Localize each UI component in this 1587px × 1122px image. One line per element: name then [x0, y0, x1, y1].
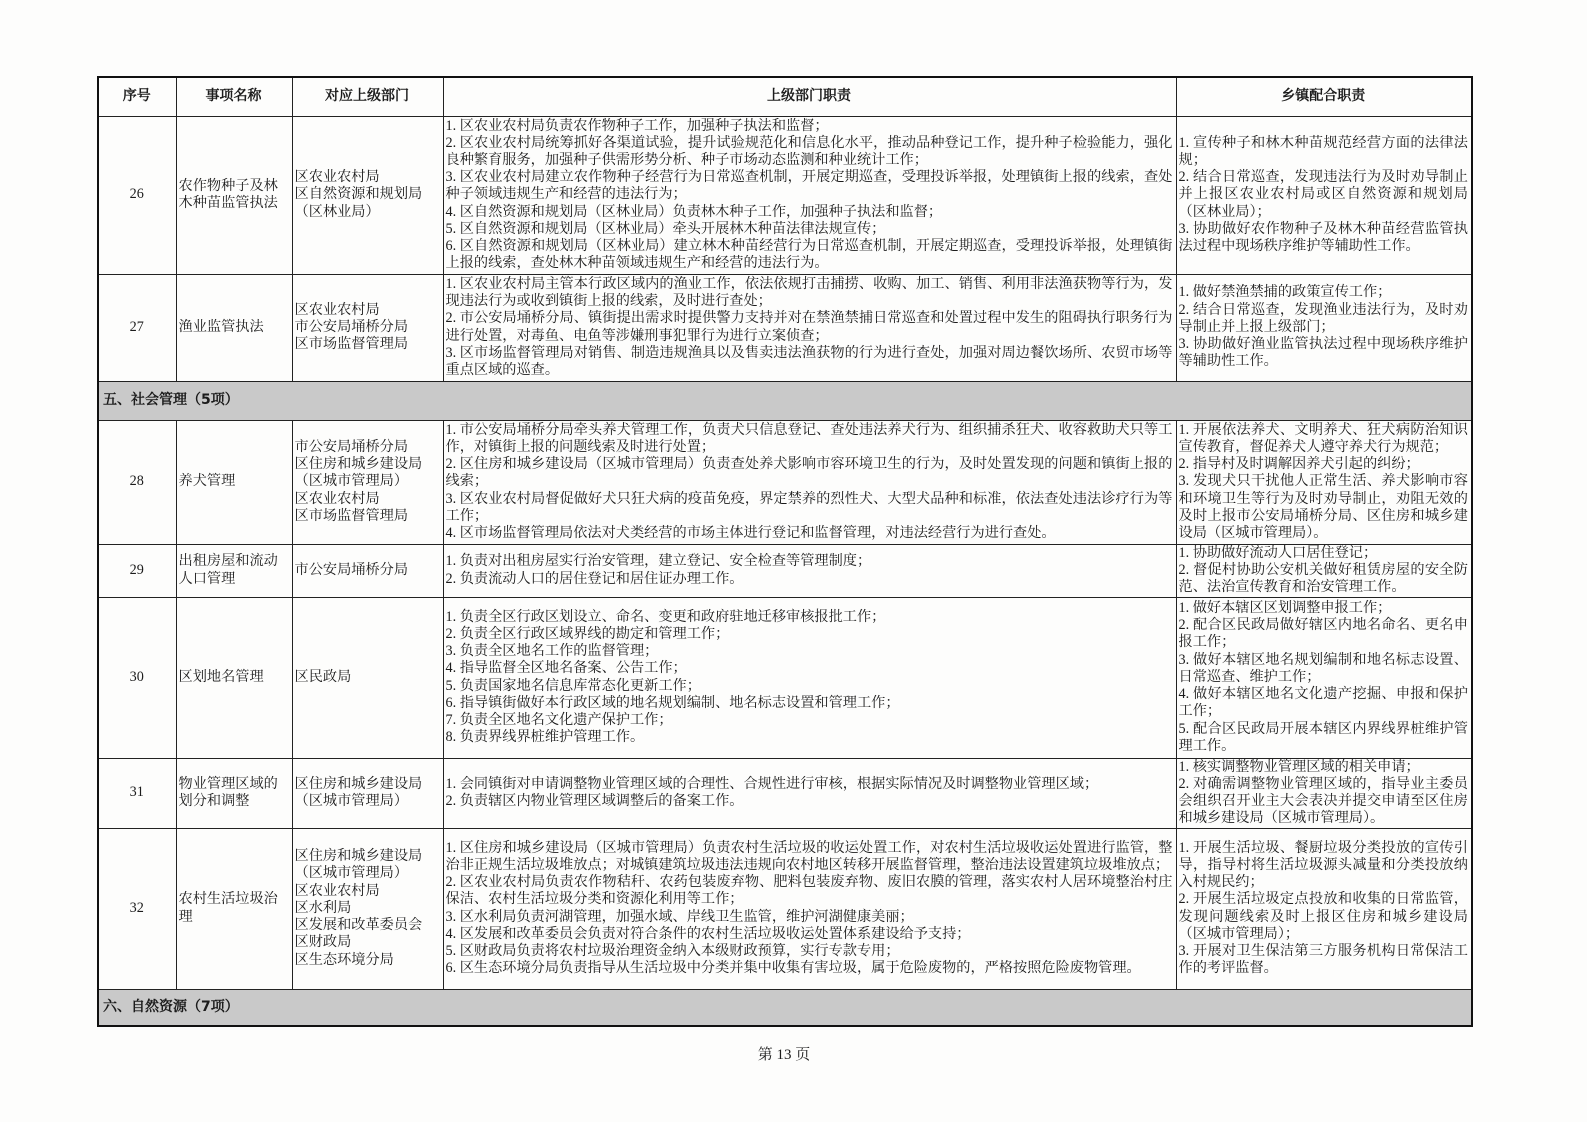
department: 区市场监督管理局 [294, 507, 409, 524]
department: 区农业农村局 [294, 169, 380, 186]
town-duty-item: 2. 督促村协助公安机关做好租赁房屋的安全防范、法治宣传教育和治安管理工作。 [1178, 561, 1468, 596]
item-number: 26 [98, 116, 176, 274]
duty-item: 2. 负责全区行政区域界线的勘定和管理工作； [445, 625, 730, 642]
table-row [98, 116, 1472, 274]
item-name: 农作物种子及林木种苗监管执法 [176, 116, 292, 274]
duty-item: 1. 区农业农村局主管本行政区域内的渔业工作，依法依规打击捕捞、收购、加工、销售、利用非法渔获物等行为，发现违法行为或收到镇街上报的线索，及时进行查处； [445, 275, 1173, 310]
duty-item: 5. 区自然资源和规划局（区林业局）牵头开展林木种苗法律法规宣传； [445, 220, 886, 237]
duty-item: 3. 负责全区地名工作的监督管理； [445, 643, 659, 660]
duty-item: 1. 负责全区行政区划设立、命名、变更和政府驻地迁移审核报批工作； [445, 608, 886, 625]
duty-item: 4. 区发展和改革委员会负责对符合条件的农村生活垃圾收运处置体系建设给予支持； [445, 925, 971, 942]
town-duty-item: 3. 发现犬只干扰他人正常生活、养犬影响市容和环境卫生等行为及时劝导制止，劝阻无效的及时上报市公安局埇桥分局、区住房和城乡建设局（区城市管理局）。 [1178, 473, 1468, 541]
item-name: 物业管理区域的划分和调整 [176, 758, 292, 828]
department: 区市场监督管理局 [294, 336, 409, 353]
duty-item: 1. 市公安局埇桥分局牵头养犬管理工作，负责犬只信息登记、查处违法养犬行为、组织捕杀狂犬、收容救助犬只等工作，对镇街上报的问题线索及时进行处置； [445, 421, 1173, 455]
departments-cell [292, 274, 443, 381]
superior-duties-cell [443, 544, 1176, 597]
item-number: 32 [98, 828, 176, 989]
department: 区住房和城乡建设局 [294, 775, 423, 792]
department: 区农业农村局 [294, 882, 380, 899]
duty-item: 7. 负责全区地名文化遗产保护工作； [445, 711, 673, 728]
duty-item: 2. 区农业农村局统筹抓好各渠道试验，提升试验规范化和信息化水平，推动品种登记工作，提升种子检验能力，强化良种繁育服务，加强种子供需形势分析、种子市场动态监测和种业统计工作； [445, 134, 1173, 168]
header-superior-department: 对应上级部门 [292, 77, 443, 116]
department: （区城市管理局） [294, 473, 409, 490]
department: （区城市管理局） [294, 865, 409, 882]
duty-item: 3. 区农业农村局建立农作物种子经营行为日常巡查机制，开展定期巡查，受理投诉举报，处理镇街上报的线索，查处种子领域违规生产和经营的违法行为； [445, 169, 1173, 203]
town-duty-item: 5. 配合区民政局开展本辖区内界线界桩维护管理工作。 [1178, 720, 1468, 754]
header-town-duties: 乡镇配合职责 [1176, 77, 1472, 116]
duty-item: 2. 区农业农村局负责农作物秸秆、农药包装废弃物、肥料包装废弃物、废旧农膜的管理，落实农村人居环境整治村庄保洁、农村生活垃圾分类和资源化利用等工作； [445, 874, 1173, 908]
town-duty-item: 4. 做好本辖区地名文化遗产挖掘、申报和保护工作； [1178, 686, 1468, 720]
duty-item: 1. 区农业农村局负责农作物种子工作，加强种子执法和监督； [445, 117, 829, 134]
department: 区农业农村局 [294, 490, 380, 507]
town-duty-item: 2. 开展生活垃圾定点投放和收集的日常监管，发现问题线索及时上报区住房和城乡建设局（区城市管理局）； [1178, 891, 1468, 942]
duty-item: 2. 市公安局埇桥分局、镇街提出需求时提供警力支持并对在禁渔禁捕日常巡查和处置过程中发生的阻碍执行职务行为进行处置，对毒鱼、电鱼等涉嫌刑事犯罪行为进行立案侦查； [445, 310, 1173, 344]
town-duty-item: 1. 做好禁渔禁捕的政策宣传工作； [1178, 284, 1392, 301]
town-duty-item: 3. 协助做好渔业监管执法过程中现场秩序维护等辅助性工作。 [1178, 336, 1468, 370]
department: 区水利局 [294, 899, 352, 916]
header-serial-number: 序号 [98, 77, 176, 116]
duty-item: 5. 区财政局负责将农村垃圾治理资金纳入本级财政预算，实行专款专用； [445, 942, 900, 959]
duty-item: 6. 指导镇街做好本行政区域的地名规划编制、地名标志设置和管理工作； [445, 694, 900, 711]
duty-item: 4. 区市场监督管理局依法对犬类经营的市场主体进行登记和监督管理，对违法经营行为进行查处。 [445, 525, 1056, 541]
town-duties-cell [1176, 420, 1472, 544]
table-header-row [98, 77, 1472, 116]
table-row [98, 828, 1472, 989]
town-duty-item: 1. 核实调整物业管理区域的相关申请； [1178, 758, 1420, 775]
department: 区财政局 [294, 934, 352, 951]
duty-item: 5. 负责国家地名信息库常态化更新工作； [445, 677, 701, 694]
town-duty-item: 2. 结合日常巡查，发现渔业违法行为，及时劝导制止并上报上级部门； [1178, 301, 1468, 335]
section-row [98, 989, 1472, 1026]
superior-duties-cell [443, 420, 1176, 544]
town-duty-item: 2. 对确需调整物业管理区域的，指导业主委员会组织召开业主大会表决并提交申请至区住房和城乡建设局（区城市管理局）。 [1178, 775, 1468, 827]
item-number: 31 [98, 758, 176, 828]
superior-duties-cell [443, 274, 1176, 381]
town-duty-item: 2. 结合日常巡查，发现违法行为及时劝导制止并上报区农业农村局或区自然资源和规划局（区林业局）； [1178, 169, 1468, 220]
item-number: 29 [98, 544, 176, 597]
header-item-name: 事项名称 [176, 77, 292, 116]
table-row [98, 544, 1472, 597]
duty-item: 2. 负责流动人口的居住登记和居住证办理工作。 [445, 570, 744, 587]
town-duties-cell [1176, 828, 1472, 989]
departments-cell [292, 758, 443, 828]
superior-duties-cell [443, 828, 1176, 989]
duty-item: 8. 负责界线界桩维护管理工作。 [445, 729, 645, 746]
item-name: 农村生活垃圾治理 [176, 828, 292, 989]
department: 区发展和改革委员会 [294, 917, 423, 934]
department: （区林业局） [294, 203, 380, 220]
duty-item: 1. 区住房和城乡建设局（区城市管理局）负责农村生活垃圾的收运处置工作，对农村生活垃圾收运处置进行监管，整治非正规生活垃圾堆放点；对城镇建筑垃圾违法违规向农村地区转移开展监督管理，整治违法设置建筑垃圾堆放点； [445, 839, 1173, 873]
departments-cell [292, 828, 443, 989]
department: 区住房和城乡建设局 [294, 456, 423, 473]
town-duties-cell [1176, 758, 1472, 828]
department: 区农业农村局 [294, 301, 380, 318]
department: 区住房和城乡建设局 [294, 848, 423, 865]
item-number: 30 [98, 597, 176, 758]
table-row [98, 597, 1472, 758]
table-row [98, 758, 1472, 828]
superior-duties-cell [443, 597, 1176, 758]
department: 市公安局埇桥分局 [294, 318, 409, 335]
duty-item: 3. 区水利局负责河湖管理，加强水域、岸线卫生监管，维护河湖健康美丽； [445, 908, 914, 925]
department: （区城市管理局） [294, 793, 409, 809]
departments-cell [292, 116, 443, 274]
section-title: 五、社会管理（5项） [98, 381, 1472, 420]
duty-item: 6. 区生态环境分局负责指导从生活垃圾中分类并集中收集有害垃圾，属于危险废物的，严格按照危险废物管理。 [445, 960, 1141, 977]
town-duty-item: 1. 宣传种子和林木种苗规范经营方面的法律法规； [1178, 134, 1468, 168]
town-duty-item: 2. 指导村及时调解因养犬引起的纠纷； [1178, 456, 1420, 473]
town-duty-item: 3. 做好本辖区地名规划编制和地名标志设置、日常巡查、维护工作； [1178, 651, 1468, 685]
town-duty-item: 2. 配合区民政局做好辖区内地名命名、更名申报工作； [1178, 617, 1468, 651]
section-title: 六、自然资源（7项） [98, 989, 1472, 1026]
superior-duties-cell [443, 758, 1176, 828]
town-duty-item: 1. 开展依法养犬、文明养犬、狂犬病防治知识宣传教育，督促养犬人遵守养犬行为规范； [1178, 421, 1468, 455]
departments-cell [292, 597, 443, 758]
duty-item: 6. 区自然资源和规划局（区林业局）建立林木种苗经营行为日常巡查机制，开展定期巡查，受理投诉举报，处理镇街上报的线索，查处林木种苗领域违规生产和经营的违法行为。 [445, 238, 1173, 272]
duty-item: 2. 区住房和城乡建设局（区城市管理局）负责查处养犬影响市容环境卫生的行为，及时处置发现的问题和镇街上报的线索； [445, 456, 1173, 490]
duty-item: 4. 区自然资源和规划局（区林业局）负责林木种子工作，加强种子执法和监督； [445, 203, 943, 220]
duty-item: 2. 负责辖区内物业管理区域调整后的备案工作。 [445, 793, 744, 809]
departments-cell [292, 420, 443, 544]
page-number: 第 13 页 [757, 1047, 811, 1063]
item-number: 28 [98, 420, 176, 544]
town-duties-cell [1176, 274, 1472, 381]
town-duties-cell [1176, 544, 1472, 597]
duty-item: 3. 区市场监督管理局对销售、制造违规渔具以及售卖违法渔获物的行为进行查处，加强对周边餐饮场所、农贸市场等重点区域的巡查。 [445, 344, 1173, 378]
duty-item: 3. 区农业农村局督促做好犬只狂犬病的疫苗免疫，界定禁养的烈性犬、大型犬品种和标准，依法查处违法诊疗行为等工作； [445, 490, 1173, 524]
table-row [98, 420, 1472, 544]
table-row [98, 274, 1472, 381]
department: 区民政局 [294, 668, 352, 685]
item-name: 区划地名管理 [176, 597, 292, 758]
item-number: 27 [98, 274, 176, 381]
town-duties-cell [1176, 597, 1472, 758]
header-superior-duties: 上级部门职责 [443, 77, 1176, 116]
departments-cell [292, 544, 443, 597]
department: 市公安局埇桥分局 [294, 438, 409, 455]
town-duty-item: 3. 开展对卫生保洁第三方服务机构日常保洁工作的考评监督。 [1178, 942, 1468, 977]
town-duty-item: 1. 做好本辖区区划调整申报工作； [1178, 600, 1392, 617]
department: 区自然资源和规划局 [294, 186, 423, 203]
item-name: 养犬管理 [176, 420, 292, 544]
town-duty-item: 3. 协助做好农作物种子及林木种苗经营监管执法过程中现场秩序维护等辅助性工作。 [1178, 220, 1468, 254]
duty-item: 1. 会同镇街对申请调整物业管理区域的合理性、合规性进行审核，根据实际情况及时调整物业管理区域； [445, 775, 1099, 792]
section-row [98, 381, 1472, 420]
town-duty-item: 1. 协助做好流动人口居住登记； [1178, 544, 1378, 561]
item-name: 渔业监管执法 [176, 274, 292, 381]
item-name: 出租房屋和流动人口管理 [176, 544, 292, 597]
responsibility-table [97, 76, 1473, 1027]
department: 区生态环境分局 [294, 951, 394, 968]
superior-duties-cell [443, 116, 1176, 274]
duty-item: 4. 指导监督全区地名备案、公告工作； [445, 660, 687, 677]
duty-item: 1. 负责对出租房屋实行治安管理，建立登记、安全检查等管理制度； [445, 553, 872, 570]
town-duties-cell [1176, 116, 1472, 274]
department: 市公安局埇桥分局 [294, 561, 409, 578]
town-duty-item: 1. 开展生活垃圾、餐厨垃圾分类投放的宣传引导，指导村将生活垃圾源头减量和分类投放纳入村规民约； [1178, 839, 1468, 891]
